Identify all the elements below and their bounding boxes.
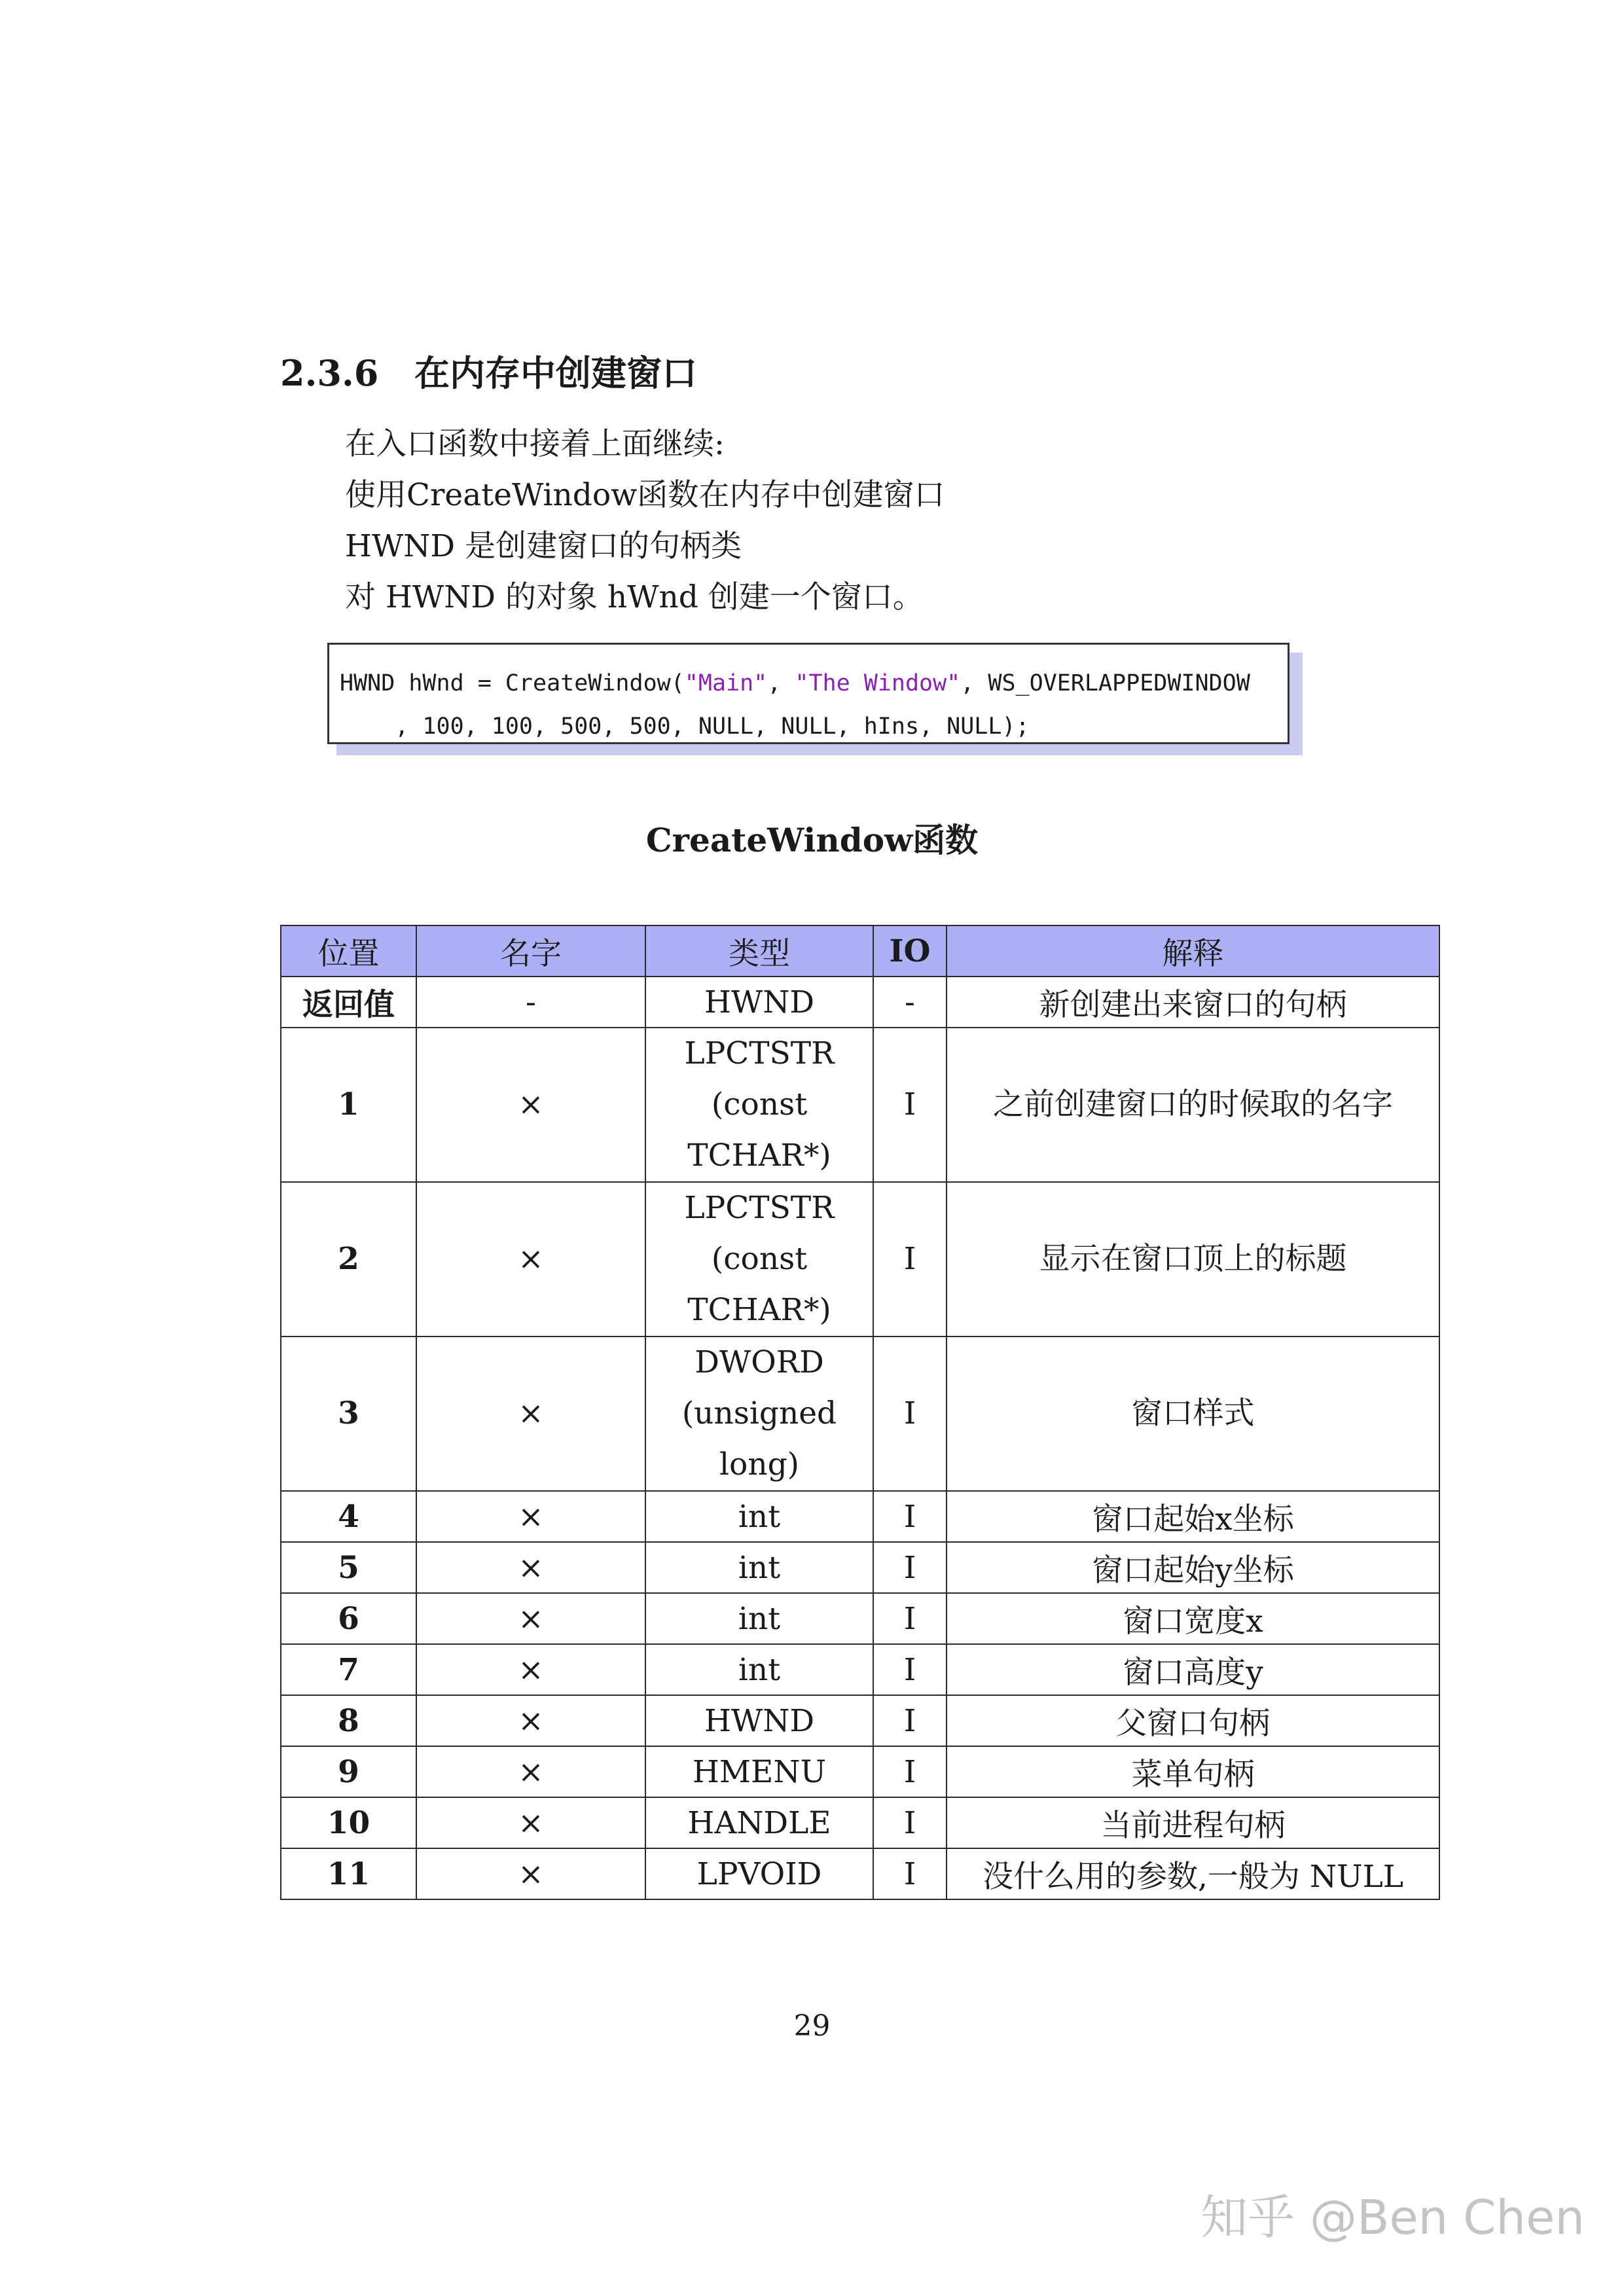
type-cell [645, 977, 873, 1028]
type-cell [645, 1695, 873, 1746]
type-line: LPVOID [696, 1856, 822, 1892]
position-cell: 5 [281, 1542, 416, 1593]
type-line: (const [711, 1241, 808, 1277]
io-cell: - [873, 977, 947, 1028]
table-header-row [281, 925, 1439, 977]
table-row [281, 1746, 1439, 1797]
table-row [281, 1028, 1439, 1182]
description-cell: 窗口样式 [947, 1336, 1439, 1491]
io-cell: I [873, 1593, 947, 1644]
table-row [281, 1695, 1439, 1746]
section-title: 在内存中创建窗口 [414, 353, 697, 394]
description-cell: 窗口起始x坐标 [947, 1491, 1439, 1542]
io-cell: I [873, 1797, 947, 1848]
type-line: int [738, 1549, 781, 1586]
name-cell: × [416, 1028, 645, 1182]
description-cell: 新创建出来窗口的句柄 [947, 977, 1439, 1028]
type-line: HANDLE [687, 1804, 831, 1841]
paragraph-line: 在入口函数中接着上面继续: [345, 426, 725, 462]
code-text: , WS_OVERLAPPEDWINDOW [960, 670, 1250, 696]
position-cell: 2 [281, 1182, 416, 1336]
name-cell: - [416, 977, 645, 1028]
position-cell: 7 [281, 1644, 416, 1695]
type-line: int [738, 1498, 781, 1535]
header-cell: IO [873, 925, 947, 977]
type-line: HMENU [692, 1753, 827, 1790]
code-string: "Main" [684, 670, 768, 696]
type-line: TCHAR*) [687, 1138, 831, 1174]
code-text: HWND hWnd = CreateWindow( [340, 670, 685, 696]
type-cell [645, 1593, 873, 1644]
code-text: , [767, 670, 795, 696]
io-cell: I [873, 1491, 947, 1542]
type-cell [645, 1491, 873, 1542]
description-cell: 窗口起始y坐标 [947, 1542, 1439, 1593]
name-cell: × [416, 1848, 645, 1899]
type-line: DWORD [695, 1344, 824, 1380]
table-caption: CreateWindow函数 [645, 821, 979, 859]
table-row [281, 1644, 1439, 1695]
table-row [281, 1593, 1439, 1644]
io-cell: I [873, 1542, 947, 1593]
position-cell: 10 [281, 1797, 416, 1848]
description-cell: 窗口宽度x [947, 1593, 1439, 1644]
table-row [281, 977, 1439, 1028]
description-cell: 之前创建窗口的时候取的名字 [947, 1028, 1439, 1182]
io-cell: I [873, 1028, 947, 1182]
table-row [281, 1491, 1439, 1542]
description-cell: 显示在窗口顶上的标题 [947, 1182, 1439, 1336]
io-cell: I [873, 1336, 947, 1491]
section-number: 2.3.6 [280, 352, 379, 394]
type-line: HWND [704, 1702, 815, 1739]
name-cell: × [416, 1542, 645, 1593]
position-cell: 4 [281, 1491, 416, 1542]
header-cell: 位置 [281, 925, 416, 977]
position-cell: 8 [281, 1695, 416, 1746]
position-cell: 返回值 [281, 977, 416, 1028]
name-cell: × [416, 1746, 645, 1797]
name-cell: × [416, 1644, 645, 1695]
type-line: LPCTSTR [684, 1035, 835, 1071]
type-cell [645, 1746, 873, 1797]
type-line: long) [719, 1446, 800, 1482]
name-cell: × [416, 1593, 645, 1644]
name-cell: × [416, 1182, 645, 1336]
intro-paragraph [345, 419, 945, 623]
table-row [281, 1336, 1439, 1491]
table-row [281, 1182, 1439, 1336]
description-cell: 菜单句柄 [947, 1746, 1439, 1797]
code-string: "The Window" [795, 670, 961, 696]
type-cell [645, 1182, 873, 1336]
type-line: int [738, 1600, 781, 1637]
description-cell: 没什么用的参数,一般为 NULL [947, 1848, 1439, 1899]
type-cell [645, 1028, 873, 1182]
header-cell: 解释 [947, 925, 1439, 977]
position-cell: 1 [281, 1028, 416, 1182]
name-cell: × [416, 1797, 645, 1848]
header-cell: 类型 [645, 925, 873, 977]
name-cell: × [416, 1695, 645, 1746]
type-cell [645, 1336, 873, 1491]
name-cell: × [416, 1491, 645, 1542]
paragraph-line: 使用CreateWindow函数在内存中创建窗口 [345, 477, 945, 513]
position-cell: 3 [281, 1336, 416, 1491]
table-row [281, 1848, 1439, 1899]
position-cell: 11 [281, 1848, 416, 1899]
io-cell: I [873, 1746, 947, 1797]
io-cell: I [873, 1848, 947, 1899]
type-cell [645, 1542, 873, 1593]
type-line: int [738, 1651, 781, 1688]
table-row [281, 1542, 1439, 1593]
description-cell: 当前进程句柄 [947, 1797, 1439, 1848]
position-cell: 6 [281, 1593, 416, 1644]
type-line: HWND [704, 984, 815, 1020]
watermark: 知乎 @Ben Chen [1200, 2190, 1585, 2245]
position-cell: 9 [281, 1746, 416, 1797]
type-line: (unsigned [681, 1395, 837, 1431]
type-cell [645, 1797, 873, 1848]
name-cell: × [416, 1336, 645, 1491]
io-cell: I [873, 1644, 947, 1695]
description-cell: 父窗口句柄 [947, 1695, 1439, 1746]
code-text: , 100, 100, 500, 500, NULL, NULL, hIns, NULL); [340, 713, 1030, 740]
io-cell: I [873, 1182, 947, 1336]
code-listing [327, 643, 1290, 744]
paragraph-line: 对 HWND 的对象 hWnd 创建一个窗口。 [345, 579, 924, 615]
type-line: (const [711, 1086, 808, 1122]
type-cell [645, 1848, 873, 1899]
section-heading [280, 346, 697, 396]
io-cell: I [873, 1695, 947, 1746]
table-row [281, 1797, 1439, 1848]
header-cell: 名字 [416, 925, 645, 977]
page-number: 29 [793, 2009, 831, 2043]
params-table [280, 925, 1440, 1900]
description-cell: 窗口高度y [947, 1644, 1439, 1695]
type-cell [645, 1644, 873, 1695]
type-line: TCHAR*) [687, 1292, 831, 1328]
type-line: LPCTSTR [684, 1190, 835, 1226]
paragraph-line: HWND 是创建窗口的句柄类 [345, 528, 742, 564]
